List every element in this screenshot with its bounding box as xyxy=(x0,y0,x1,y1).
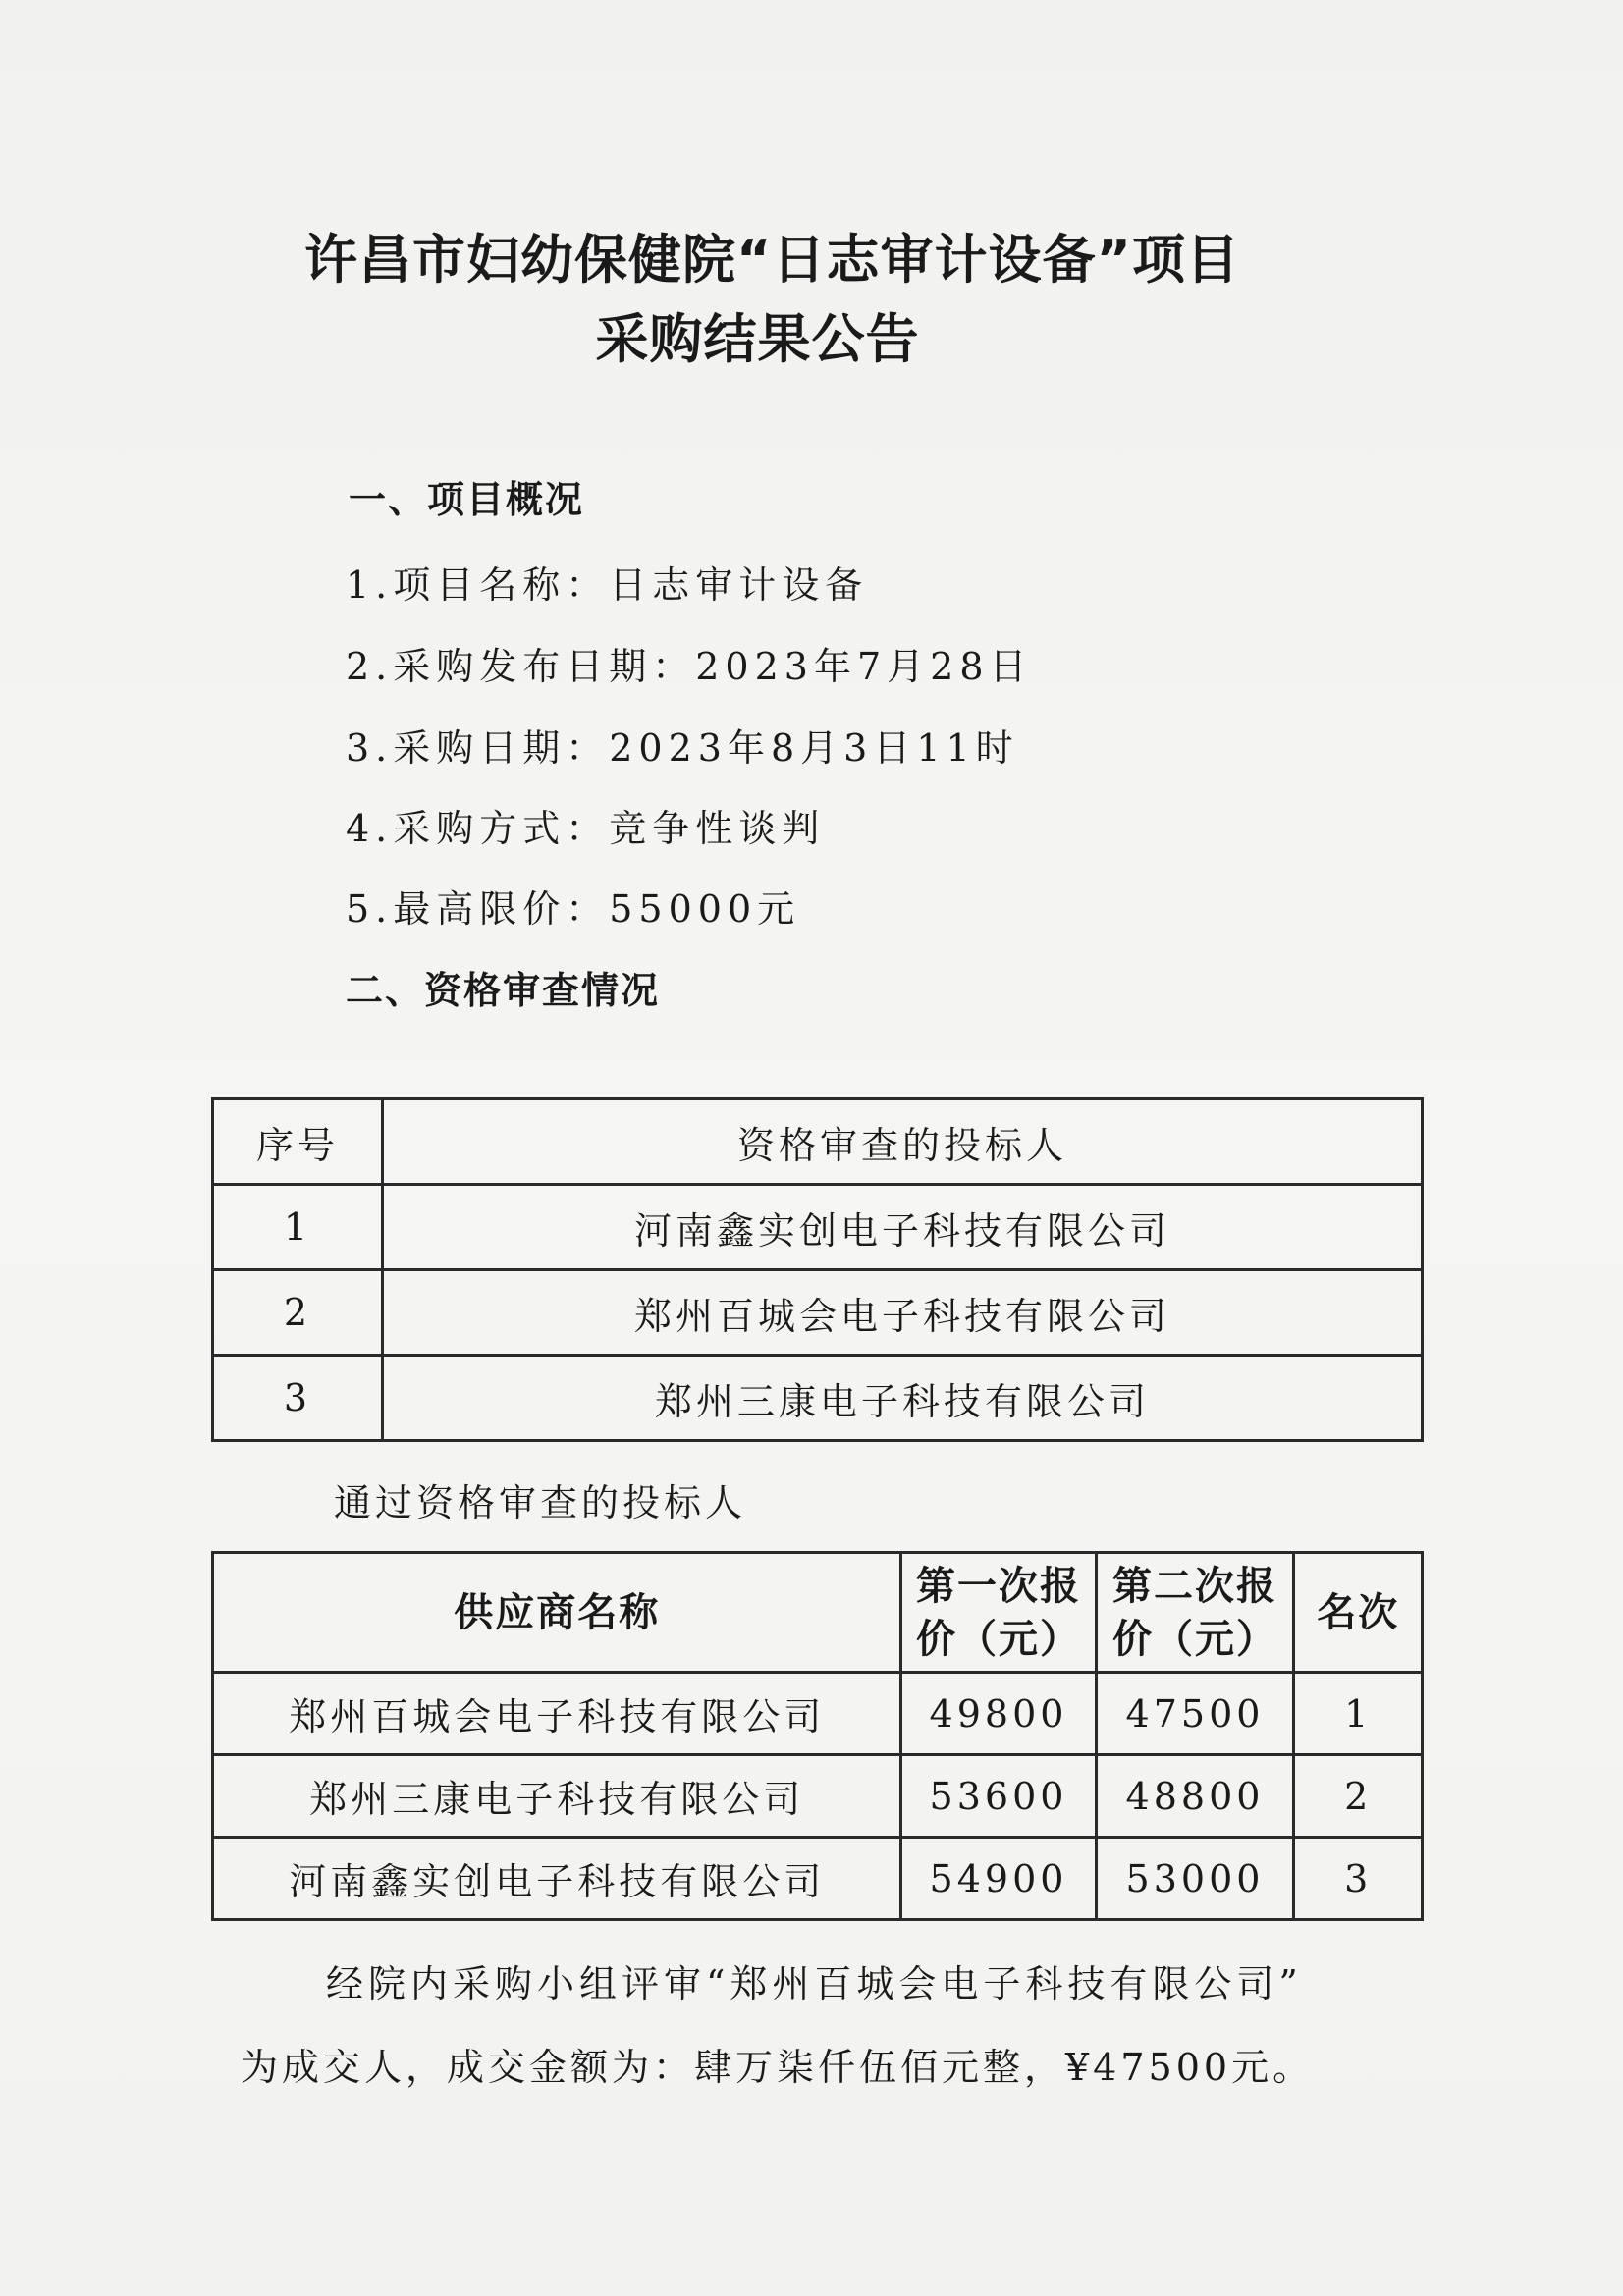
cell-bidder: 河南鑫实创电子科技有限公司 xyxy=(383,1185,1423,1270)
cell-rank: 2 xyxy=(1294,1755,1423,1838)
cell-first-quote: 49800 xyxy=(901,1673,1096,1755)
table-row xyxy=(213,1185,1423,1270)
column-header-number: 序号 xyxy=(213,1099,383,1185)
column-header-supplier: 供应商名称 xyxy=(213,1553,901,1673)
table-header-row xyxy=(213,1099,1423,1185)
overview-item-project-name: 1.项目名称：日志审计设备 xyxy=(346,563,869,607)
quotation-table xyxy=(211,1551,1424,1921)
cell-second-quote: 47500 xyxy=(1096,1673,1294,1755)
cell-rank: 3 xyxy=(1294,1838,1423,1920)
column-header-second-quote: 第二次报价（元） xyxy=(1096,1553,1294,1673)
cell-supplier: 郑州三康电子科技有限公司 xyxy=(213,1755,901,1838)
overview-item-method: 4.采购方式：竞争性谈判 xyxy=(346,807,826,850)
document-title-line-1: 许昌市妇幼保健院“日志审计设备”项目 xyxy=(304,229,1240,291)
cell-number: 1 xyxy=(213,1185,383,1270)
cell-number: 3 xyxy=(213,1356,383,1441)
overview-item-procurement-date: 3.采购日期：2023年8月3日11时 xyxy=(346,726,1019,770)
conclusion-line-2: 为成交人，成交金额为：肆万柒仟伍佰元整，¥47500元。 xyxy=(241,2046,1315,2089)
cell-number: 2 xyxy=(213,1270,383,1356)
table-row xyxy=(213,1356,1423,1441)
table-row xyxy=(213,1673,1423,1755)
table-row xyxy=(213,1838,1423,1920)
cell-bidder: 郑州三康电子科技有限公司 xyxy=(383,1356,1423,1441)
column-header-bidder: 资格审查的投标人 xyxy=(383,1099,1423,1185)
document-title-line-2: 采购结果公告 xyxy=(595,308,920,370)
conclusion-line-1: 经院内采购小组评审“郑州百城会电子科技有限公司” xyxy=(326,1962,1303,2005)
cell-first-quote: 54900 xyxy=(901,1838,1096,1920)
section-heading-overview: 一、项目概况 xyxy=(349,478,585,521)
overview-item-max-price: 5.最高限价：55000元 xyxy=(346,887,801,931)
cell-second-quote: 48800 xyxy=(1096,1755,1294,1838)
column-header-first-quote: 第一次报价（元） xyxy=(901,1553,1096,1673)
overview-item-publish-date: 2.采购发布日期：2023年7月28日 xyxy=(346,645,1033,688)
section-heading-qualification: 二、资格审查情况 xyxy=(346,969,661,1012)
cell-bidder: 郑州百城会电子科技有限公司 xyxy=(383,1270,1423,1356)
cell-supplier: 河南鑫实创电子科技有限公司 xyxy=(213,1838,901,1920)
column-header-rank: 名次 xyxy=(1294,1553,1423,1673)
table-row xyxy=(213,1270,1423,1356)
table-header-row xyxy=(213,1553,1423,1673)
passed-bidders-label: 通过资格审查的投标人 xyxy=(334,1481,747,1524)
qualification-table xyxy=(211,1097,1424,1442)
cell-rank: 1 xyxy=(1294,1673,1423,1755)
cell-supplier: 郑州百城会电子科技有限公司 xyxy=(213,1673,901,1755)
cell-first-quote: 53600 xyxy=(901,1755,1096,1838)
cell-second-quote: 53000 xyxy=(1096,1838,1294,1920)
table-row xyxy=(213,1755,1423,1838)
